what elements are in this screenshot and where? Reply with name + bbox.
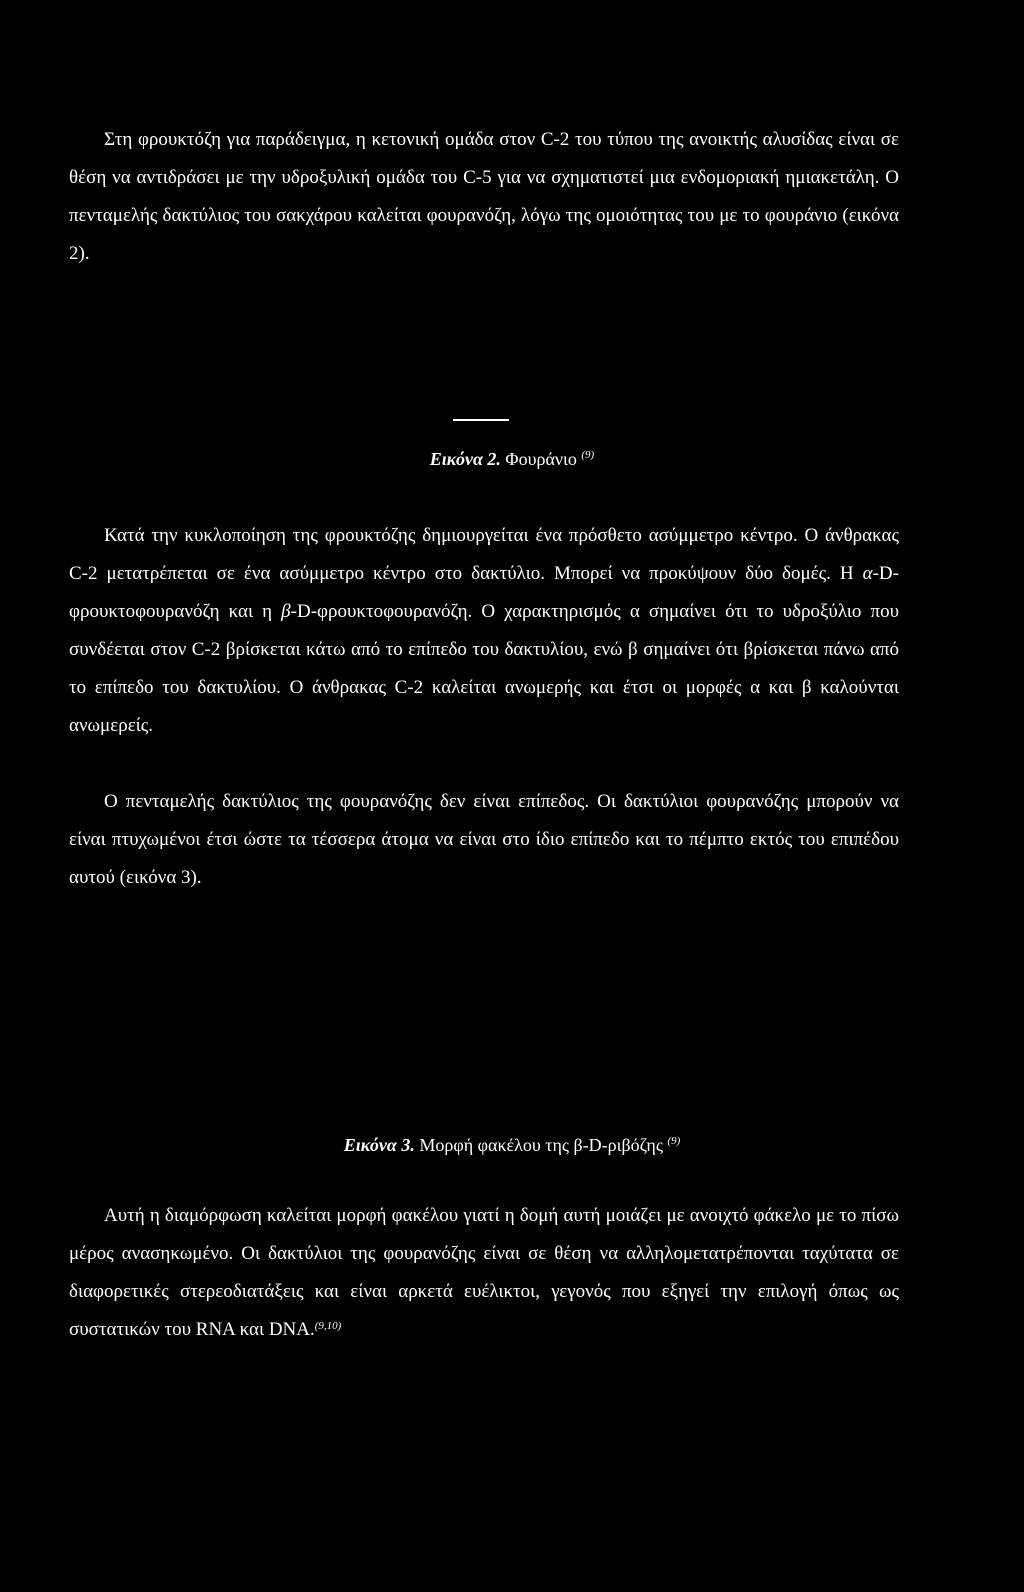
paragraph-intro-text: Στη φρουκτόζη για παράδειγμα, η κετονική ομάδα στον C-2 του τύπου της ανοικτής αλυσίδας είναι σε θέση να αντιδράσει με την υδροξυλική ομάδα του C-5 για να σχηματιστεί μια ενδομοριακή ημιακετάλη. Ο πενταμελής δακτύλιος του σακχάρου καλείται φουρανόζη, λόγω της ομοιότητας του με το φουράνιο (εικόνα 2). (69, 129, 899, 264)
paragraph-furanose-ring-text: Ο πενταμελής δακτύλιος της φουρανόζης δεν είναι επίπεδος. Οι δακτύλιοι φουρανόζης μπορούν να είναι πτυχωμένοι έτσι ώστε τα τέσσερα άτομα να είναι στο ίδιο επίπεδο και το πέμπτο εκτός του επιπέδου αυτού (εικόνα 3). (69, 791, 899, 888)
alpha-symbol: α (862, 563, 873, 584)
paragraph-envelope (69, 1197, 899, 1349)
figure-3-ref: (9) (667, 1135, 681, 1147)
paragraph-intro (69, 121, 899, 273)
figure-2-ref: (9) (581, 449, 595, 461)
figure-2-label: Εικόνα 2. (429, 449, 501, 469)
paragraph-cyclization (69, 517, 899, 745)
paragraph-envelope-ref: (9,10) (314, 1320, 342, 1332)
figure-3-caption (0, 1133, 1024, 1157)
paragraph-cyclization-text-c: -D-φρουκτοφουρανόζη. Ο χαρακτηρισμός α σημαίνει ότι το υδροξύλιο που συνδέεται στον C-2 βρίσκεται κάτω από το επίπεδο του δακτυλίου, ενώ β σημαίνει ότι βρίσκεται πάνω από το επίπεδο του δακτυλίου. Ο άνθρακας C-2 καλείται ανωμερής και έτσι οι μορφές α και β καλούνται ανωμερείς. (69, 601, 899, 736)
paragraph-cyclization-text-b: -D-φρουκτοφουρανόζη και η (69, 563, 899, 622)
beta-symbol: β (281, 601, 291, 622)
figure-3-label: Εικόνα 3. (343, 1135, 415, 1155)
figure-2-text: Φουράνιο (500, 449, 582, 469)
paragraph-cyclization-text-a: Κατά την κυκλοποίηση της φρουκτόζης δημιουργείται ένα πρόσθετο ασύμμετρο κέντρο. Ο άνθρακας C-2 μετατρέπεται σε ένα ασύμμετρο κέντρο στο δακτύλιο. Μπορεί να προκύψουν δύο δομές. Η (69, 525, 899, 584)
paragraph-furanose-ring (69, 783, 899, 897)
figure-3-text: Μορφή φακέλου της β-D-ριβόζης (414, 1135, 668, 1155)
figure-2-divider (453, 419, 509, 421)
figure-2-caption (0, 447, 1024, 471)
paragraph-envelope-text: Αυτή η διαμόρφωση καλείται μορφή φακέλου γιατί η δομή αυτή μοιάζει με ανοιχτό φάκελο με το πίσω μέρος ανασηκωμένο. Οι δακτύλιοι της φουρανόζης είναι σε θέση να αλληλομετατρέπονται ταχύτατα σε διαφορετικές στερεοδιατάξεις και είναι αρκετά ευέλικτοι, γεγονός που εξηγεί την επιλογή όπως ως συστατικών του RNA και DNA. (69, 1205, 899, 1340)
